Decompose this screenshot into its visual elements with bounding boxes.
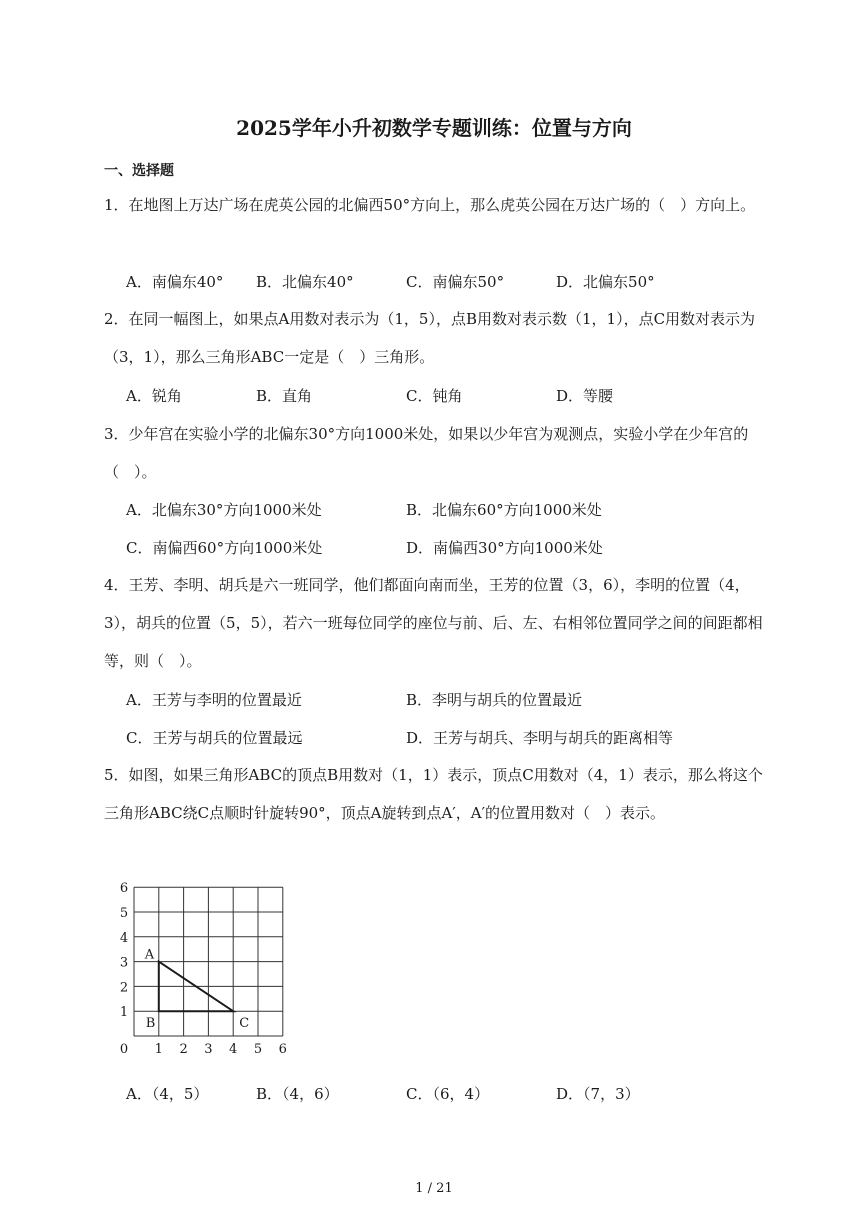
q2-option-a: A．锐角 bbox=[126, 387, 182, 405]
q1-option-c: C．南偏东50° bbox=[406, 273, 505, 291]
q3-option-d: D．南偏西30°方向1000米处 bbox=[406, 539, 603, 557]
q4-option-b: B．李明与胡兵的位置最近 bbox=[406, 691, 583, 709]
question-5: 5．如图，如果三角形ABC的顶点B用数对（1，1）表示，顶点C用数对（4，1）表示，那么将这个三角形ABC绕C点顺时针旋转90°，顶点A旋转到点A′，A′的位置用数对（ ）表示。 bbox=[104, 766, 763, 822]
q2-option-d: D．等腰 bbox=[556, 387, 614, 405]
question-2: 2．在同一幅图上，如果点A用数对表示为（1，5），点B用数对表示数（1，1），点C用数对表示为（3，1），那么三角形ABC一定是（ ）三角形。 bbox=[104, 310, 756, 366]
q4-option-a: A．王芳与李明的位置最近 bbox=[126, 691, 302, 709]
section-heading: 一、选择题 bbox=[104, 163, 174, 179]
x-tick-label: 4 bbox=[229, 1042, 238, 1057]
question-3: 3．少年宫在实验小学的北偏东30°方向1000米处，如果以少年宫为观测点，实验小学在少年宫的（ ）。 bbox=[104, 425, 749, 481]
q4-option-d: D．王芳与胡兵、李明与胡兵的距离相等 bbox=[406, 729, 674, 747]
q5-option-b: B．（4，6） bbox=[256, 1085, 339, 1103]
x-tick-label: 3 bbox=[204, 1042, 213, 1057]
y-tick-label: 6 bbox=[119, 881, 129, 897]
vertex-label-a: A bbox=[144, 947, 155, 963]
y-tick-label: 1 bbox=[119, 1005, 129, 1021]
vertex-label-b: B bbox=[145, 1016, 156, 1032]
q5-option-a: A．（4，5） bbox=[126, 1085, 209, 1103]
q3-option-b: B．北偏东60°方向1000米处 bbox=[406, 501, 602, 519]
q2-option-b: B．直角 bbox=[256, 387, 313, 405]
q5-option-c: C．（6，4） bbox=[406, 1085, 490, 1103]
vertex-label-c: C bbox=[239, 1016, 250, 1032]
q1-option-b: B．北偏东40° bbox=[256, 273, 354, 291]
grid-svg bbox=[110, 880, 300, 1060]
page-title: 2025学年小升初数学专题训练：位置与方向 bbox=[236, 116, 632, 140]
x-tick-label: 0 bbox=[119, 1042, 129, 1057]
page-number: 1 / 21 bbox=[415, 1181, 453, 1196]
q1-option-d: D．北偏东50° bbox=[556, 273, 655, 291]
x-tick-label: 2 bbox=[179, 1042, 188, 1057]
y-tick-label: 3 bbox=[119, 955, 129, 971]
q3-option-c: C．南偏西60°方向1000米处 bbox=[126, 539, 323, 557]
q2-option-c: C．钝角 bbox=[406, 387, 463, 405]
question-1: 1．在地图上万达广场在虎英公园的北偏西50°方向上，那么虎英公园在万达广场的（ ）方向上。 bbox=[104, 196, 756, 214]
y-tick-label: 4 bbox=[119, 930, 129, 946]
x-tick-label: 5 bbox=[253, 1042, 263, 1057]
question-4: 4．王芳、李明、胡兵是六一班同学，他们都面向南而坐，王芳的位置（3，6），李明的位置（4，3），胡兵的位置（5，5），若六一班每位同学的座位与前、后、左、右相邻位置同学之间的间距都相等，则（ ）。 bbox=[104, 576, 763, 670]
q5-option-d: D．（7，3） bbox=[556, 1085, 640, 1103]
y-tick-label: 2 bbox=[119, 980, 129, 996]
x-tick-label: 6 bbox=[278, 1042, 287, 1057]
coordinate-grid-figure bbox=[110, 880, 300, 1060]
x-tick-label: 1 bbox=[154, 1042, 163, 1057]
q3-option-a: A．北偏东30°方向1000米处 bbox=[126, 501, 322, 519]
q4-option-c: C．王芳与胡兵的位置最远 bbox=[126, 729, 303, 747]
y-tick-label: 5 bbox=[119, 906, 129, 921]
q1-option-a: A．南偏东40° bbox=[126, 273, 224, 291]
